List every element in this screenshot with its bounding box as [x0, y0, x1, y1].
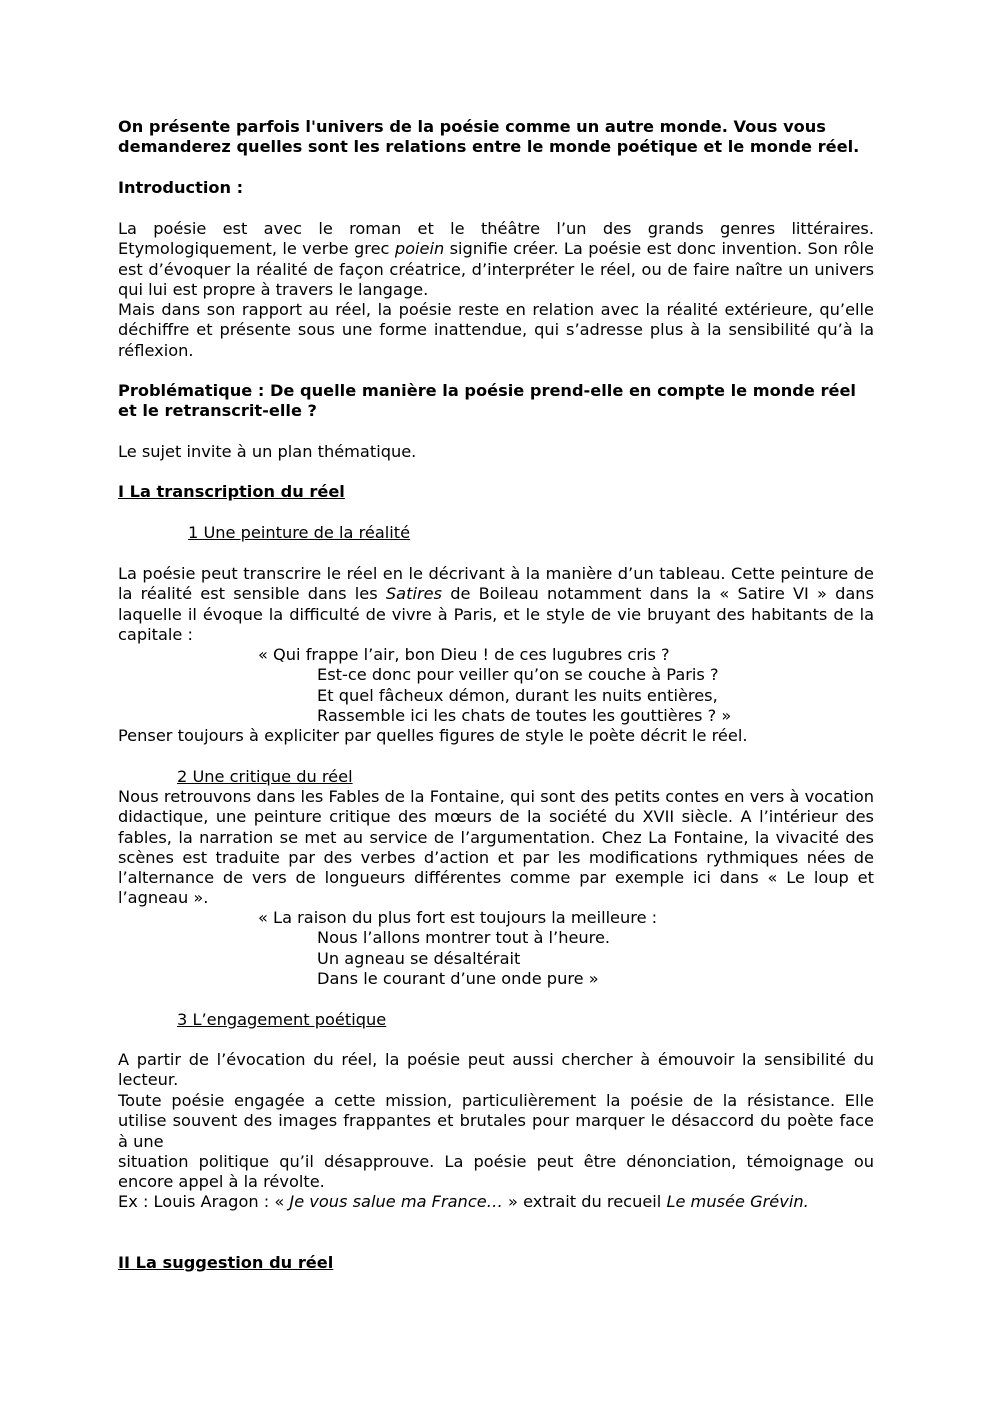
plan-note: Le sujet invite à un plan thématique.: [118, 442, 417, 461]
fontaine-quote: [118, 908, 874, 989]
quote-line: Est-ce donc pour veiller qu’on se couche à Paris ?: [317, 665, 719, 685]
part1-section2-title: 2 Une critique du réel: [177, 767, 353, 786]
part1-title: I La transcription du réel: [118, 482, 345, 501]
part1-section2-text: Nous retrouvons dans les Fables de la Fontaine, qui sont des petits contes en vers à vocation didactique, une peinture critique des mœurs de la société du XVII siècle. A l’intérieur des fables, la narration se met au service de l’argumentation. Chez La Fontaine, la vivacité des scènes est traduite par des verbes d’action et par les modifications rythmiques nées de l’alternance de vers de longueurs différentes comme par exemple ici dans « Le loup et l’agneau ».: [118, 787, 874, 908]
part1-section3-paragraph-3: situation politique qu’il désapprouve. La poésie peut être dénonciation, témoignage ou encore appel à la révolte.: [118, 1152, 874, 1192]
part1-section1-after: Penser toujours à expliciter par quelles figures de style le poète décrit le réel.: [118, 726, 748, 745]
essay-subject: On présente parfois l'univers de la poésie comme un autre monde. Vous vous demanderez quelles sont les relations entre le monde poétique et le monde réel.: [118, 117, 860, 157]
quote-line: Et quel fâcheux démon, durant les nuits entières,: [317, 685, 718, 705]
part1-section3-paragraph-2: Toute poésie engagée a cette mission, particulièrement la poésie de la résistance. Elle utilise souvent des images frappantes et brutales pour marquer le désaccord du poète face à une: [118, 1091, 874, 1151]
part1-section1-title: 1 Une peinture de la réalité: [188, 523, 411, 542]
problematique: Problématique : De quelle manière la poésie prend-elle en compte le monde réel et le retranscrit-elle ?: [118, 381, 856, 421]
intro-heading: Introduction :: [118, 178, 244, 197]
part1-section1-text: La poésie peut transcrire le réel en le décrivant à la manière d’un tableau. Cette peinture de la réalité est sensible dans les Satires de Boileau notamment dans la « Satire VI » dans laquelle il évoque la difficulté de vivre à Paris, et le style de vie bruyant des habitants de la capitale :: [118, 564, 874, 644]
part1-section3-paragraph-1: A partir de l’évocation du réel, la poésie peut aussi chercher à émouvoir la sensibilité du lecteur.: [118, 1050, 874, 1090]
quote-line: Un agneau se désaltérait: [317, 948, 521, 968]
quote-line: « La raison du plus fort est toujours la meilleure :: [258, 908, 658, 927]
part1-section3-title: 3 L’engagement poétique: [177, 1010, 387, 1029]
quote-line: Nous l’allons montrer tout à l’heure.: [317, 928, 611, 948]
boileau-quote: [118, 645, 874, 726]
intro-paragraph-2: Mais dans son rapport au réel, la poésie reste en relation avec la réalité extérieure, qu’elle déchiffre et présente sous une forme inattendue, qui s’adresse plus à la sensibilité qu’à la réflexion.: [118, 300, 874, 360]
part2-title: II La suggestion du réel: [118, 1253, 334, 1272]
aragon-example: Ex : Louis Aragon : « Je vous salue ma France… » extrait du recueil Le musée Grévin.: [118, 1192, 809, 1211]
quote-line: « Qui frappe l’air, bon Dieu ! de ces lugubres cris ?: [258, 645, 670, 664]
quote-line: Rassemble ici les chats de toutes les gouttières ? »: [317, 705, 732, 725]
intro-paragraph-1: La poésie est avec le roman et le théâtre l’un des grands genres littéraires. Etymologiquement, le verbe grec poiein signifie créer. La poésie est donc invention. Son rôle est d’évoquer la réalité de façon créatrice, d’interpréter le réel, ou de faire naître un univers qui lui est propre à travers le langage.: [118, 219, 875, 299]
quote-line: Dans le courant d’une onde pure »: [317, 968, 599, 988]
